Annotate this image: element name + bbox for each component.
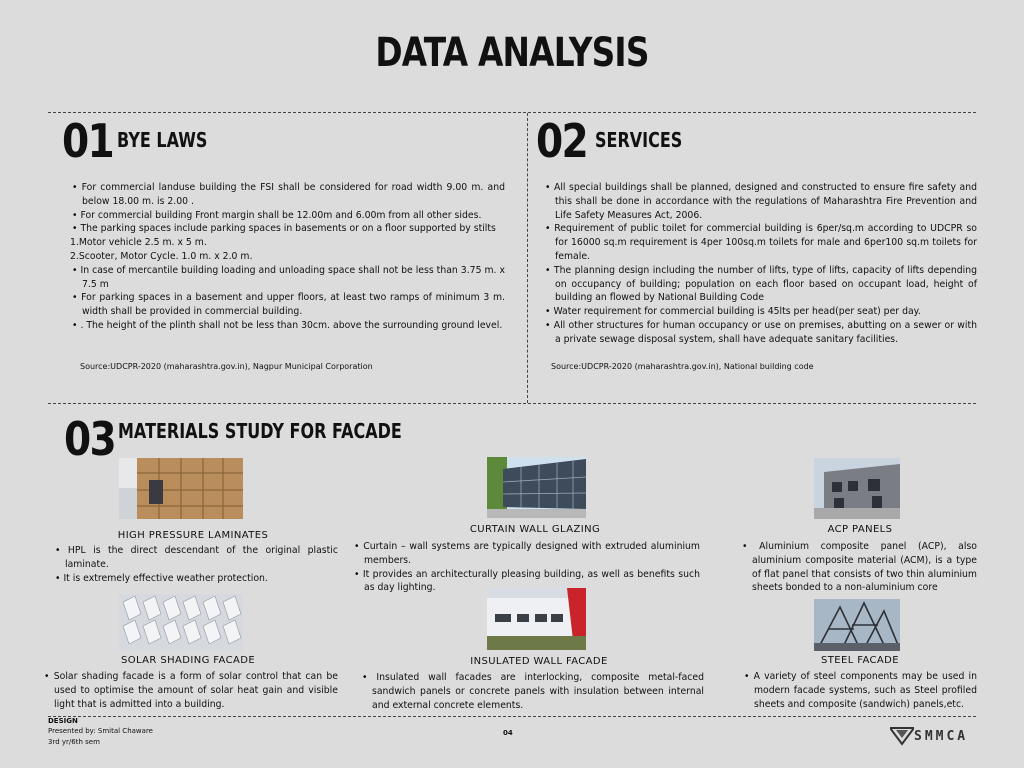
caption-curtain-wall: CURTAIN WALL GLAZING [469, 524, 601, 535]
list-item: • Solar shading facade is a form of solar control that can be used to optimise the amount of solar heat gain and visible light that is admitted into a building. [44, 671, 338, 710]
insulated-wall-text [362, 671, 704, 712]
list-item: • The planning design including the number of lifts, type of lifts, capacity of lifts depending on occupancy of building; population on each floor based on occupant load, height of building an flowed by National Building Code [545, 264, 977, 304]
list-item: 2.Scooter, Motor Cycle. 1.0 m. x 2.0 m. [70, 250, 253, 262]
divider-vertical [527, 113, 528, 403]
curtain-wall-image [487, 457, 586, 518]
page-title: DATA ANALYSIS [375, 30, 649, 76]
list-item: • All special buildings shall be planned, designed and constructed to ensure fire safety and this shall be done in accordance with the regulations of Maharashtra Fire Prevention and Life Safety Measures Act, 2006. [545, 182, 977, 221]
list-item: • For commercial building Front margin shall be 12.00m and 6.00m from all other sides. [72, 209, 482, 221]
page-number: 04 [503, 729, 513, 737]
logo-text: SMMCA [914, 729, 969, 744]
curtain-wall-text [354, 540, 700, 595]
caption-insulated-wall: INSULATED WALL FACADE [470, 656, 608, 667]
list-item: • The parking spaces include parking spaces in basements or on a floor supported by stilts [72, 223, 496, 235]
list-item: • Curtain – wall systems are typically designed with extruded aluminium members. [354, 541, 700, 566]
section-heading-services: SERVICES [595, 128, 683, 152]
list-item: • HPL is the direct descendant of the original plastic laminate. [55, 545, 338, 570]
bye-laws-list [72, 181, 505, 333]
insulated-wall-image [487, 588, 586, 650]
list-item: • For commercial landuse building the FSI shall be considered for road width 9.00 m. and below 18.00 m. is 2.00 . [72, 182, 505, 207]
source-note: Source:UDCPR-2020 (maharashtra.gov.in), Nagpur Municipal Corporation [80, 362, 373, 371]
list-item: • Requirement of public toilet for commercial building is 6per/sq.m according to UDCPR so for 16000 sq.m requirement is 4per 100sq.m toilets for male and 6per100 sq.m toilets for female. [545, 223, 977, 262]
divider-middle [48, 403, 976, 404]
section-heading-bye-laws: BYE LAWS [117, 128, 208, 152]
section-number-01: 01 [62, 114, 114, 168]
list-item: • For parking spaces in a basement and upper floors, at least two ramps of minimum 3 m. width shall be provided in commercial building. [72, 292, 505, 318]
caption-steel: STEEL FACADE [821, 655, 899, 666]
list-item: • . The height of the plinth shall not be less than 30cm. above the surrounding ground level. [72, 319, 503, 331]
section-number-03: 03 [64, 412, 116, 466]
steel-facade-image [814, 599, 900, 651]
list-item: • All other structures for human occupancy or use on premises, abutting on a sewer or with a private sewage disposal system, shall have adequate sanitary facilities. [545, 319, 977, 345]
footer-presenter: Presented by: Smital Chaware [48, 727, 153, 735]
list-item: • Aluminium composite panel (ACP), also aluminium composite material (ACM), is a type of flat panel that consists of two thin aluminium sheets bonded to a non-aluminium core [742, 541, 977, 594]
divider-top [48, 112, 976, 113]
hpl-text [55, 544, 338, 585]
list-item: • Water requirement for commercial building is 45lts per head(per seat) per day. [545, 306, 921, 318]
services-list [545, 181, 977, 347]
acp-panels-image [814, 458, 900, 519]
divider-bottom [48, 716, 976, 717]
list-item: • A variety of steel components may be used in modern facade systems, such as Steel profiled sheets and composite (sandwich) panels,etc. [744, 671, 977, 710]
list-item: • Insulated wall facades are interlocking, composite metal-faced sandwich panels or concrete panels with insulation between internal and external concrete elements. [362, 672, 704, 711]
list-item: • In case of mercantile building loading and unloading space shall not be less than 3.75 m. x 7.5 m [72, 264, 505, 290]
list-item: • It provides an architecturally pleasing building, as well as benefits such as day lighting. [354, 568, 700, 594]
caption-solar-shading: SOLAR SHADING FACADE [120, 655, 256, 666]
solar-shading-image [119, 594, 243, 651]
solar-shading-text [44, 670, 338, 711]
section-heading-materials: MATERIALS STUDY FOR FACADE [118, 419, 402, 443]
logo [890, 726, 985, 748]
caption-acp: ACP PANELS [827, 524, 893, 535]
footer-design-label: DESIGN [48, 717, 78, 725]
list-item: 1.Motor vehicle 2.5 m. x 5 m. [70, 237, 207, 249]
logo-mark-icon [890, 726, 914, 746]
steel-text [744, 670, 977, 711]
caption-hpl: HIGH PRESSURE LAMINATES [117, 530, 269, 541]
acp-text [742, 540, 977, 595]
section-number-02: 02 [536, 114, 588, 168]
source-note: Source:UDCPR-2020 (maharashtra.gov.in), National building code [551, 362, 814, 371]
footer-semester: 3rd yr/6th sem [48, 738, 100, 746]
hpl-facade-image [119, 458, 243, 519]
list-item: • It is extremely effective weather protection. [55, 572, 268, 584]
